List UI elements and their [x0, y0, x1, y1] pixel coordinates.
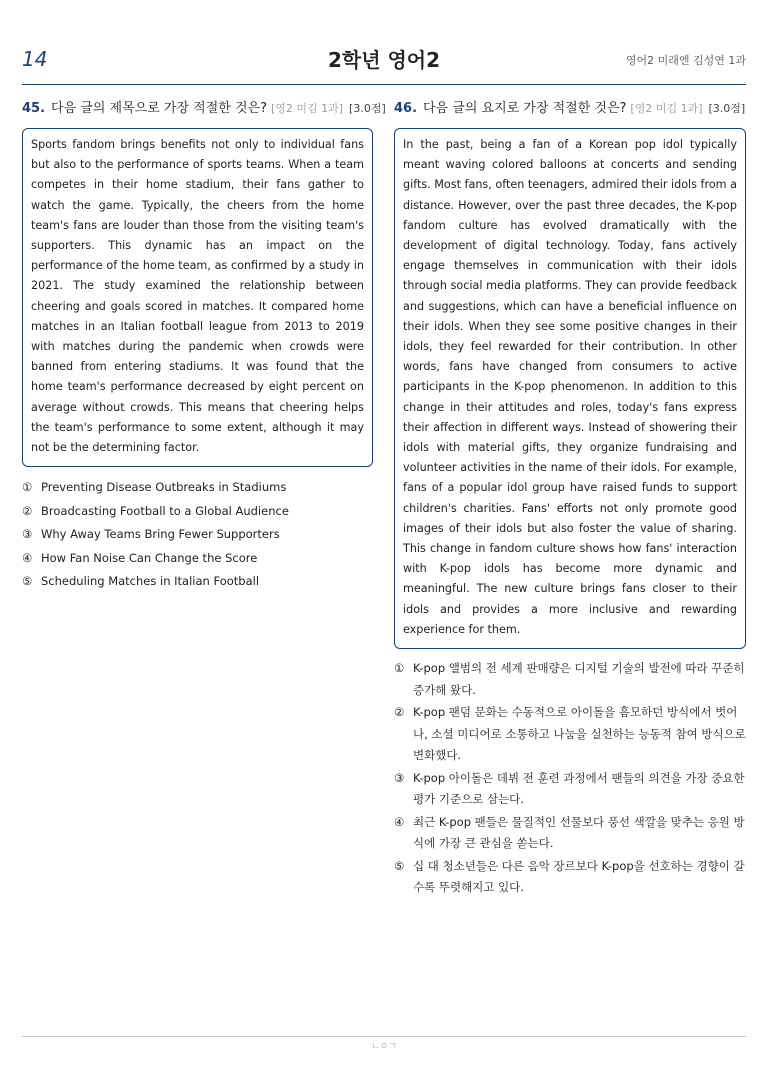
answer-option-5[interactable]: [394, 856, 746, 899]
option-text: Preventing Disease Outbreaks in Stadiums: [41, 480, 287, 495]
option-text: K-pop 팬덤 문화는 수동적으로 아이돌을 흠모하던 방식에서 벗어나, 소셜 미디어로 소통하고 나눔을 실천하는 능동적 참여 방식으로 변화했다.: [413, 705, 746, 763]
question-46-header: [394, 100, 746, 118]
answer-options: [394, 658, 746, 899]
answer-options: [22, 477, 373, 591]
question-46: [394, 100, 746, 900]
question-number: 45.: [22, 101, 46, 116]
option-number: ①: [22, 480, 33, 495]
option-text: K-pop 아이돌은 데뷔 전 훈련 과정에서 팬들의 의견을 가장 중요한 평가 기준으로 삼는다.: [413, 770, 745, 807]
question-prompt: 다음 글의 요지로 가장 적절한 것은?: [423, 101, 627, 116]
option-text: 최근 K-pop 팬들은 물질적인 선물보다 풍선 색깔을 맞추는 응원 방식에 가장 큰 관심을 쏟는다.: [413, 814, 745, 851]
header-divider: [22, 84, 746, 85]
option-number: ⑤: [22, 574, 33, 589]
option-number: ②: [394, 705, 405, 720]
option-number: ①: [394, 661, 405, 676]
question-source: [영2 미김 1과]: [270, 102, 344, 115]
option-text: Scheduling Matches in Italian Football: [41, 574, 260, 589]
option-number: ④: [394, 814, 405, 829]
answer-option-1[interactable]: [394, 658, 746, 701]
option-text: Broadcasting Football to a Global Audience: [41, 503, 289, 518]
option-number: ②: [22, 503, 33, 518]
option-number: ④: [22, 550, 33, 565]
option-number: ⑤: [394, 858, 405, 873]
question-points: [3.0점]: [349, 102, 386, 115]
answer-option-5[interactable]: [22, 571, 373, 591]
page-title: 2학년 영어2: [327, 48, 441, 72]
question-points: [3.0점]: [708, 102, 746, 115]
header-subtitle: 영어2 미래엔 김성연 1과: [625, 54, 746, 67]
answer-option-2[interactable]: [22, 501, 373, 521]
question-source: [영2 미김 1과]: [630, 102, 703, 115]
option-text: How Fan Noise Can Change the Score: [41, 550, 258, 565]
question-45-header: [22, 100, 386, 118]
answer-option-1[interactable]: [22, 477, 373, 497]
question-prompt: 다음 글의 제목으로 가장 적절한 것은?: [51, 101, 267, 116]
answer-option-4[interactable]: [394, 812, 746, 855]
option-number: ③: [22, 527, 33, 542]
answer-option-3[interactable]: [22, 524, 373, 544]
answer-option-2[interactable]: [394, 702, 746, 767]
reading-passage: In the past, being a fan of a Korean pop idol typically meant waving colored balloons at concerts and sending gifts. Most fans, often teenagers, admired their idols from a distance. However, over the past three decades, the K-pop fandom culture has evolved dramatically with the development of digital technology. Today, fans actively engage themselves in communication with their idols through social media platforms. They can provide feedback and suggestions, which can have a beneficial influence on their idols. When they see some positive changes in their idols, they feel rewarded for their contribution. In other words, fans have changed from consumers to active participants in the K-pop phenomenon. In addition to this change in their attitudes and roles, today's fans express their affection in different ways. Instead of showering their idols with material gifts, they organize fundraising and volunteer activities in the name of their idols. For example, fans of a popular idol group have raised funds to support children's charities. Fans' efforts not only promote good images of their idols but also foster the value of sharing. This change in fandom culture shows how fans' interaction with K-pop idols has become more dynamic and meaningful. The new culture brings fans closer to their idols and provides a more inclusive and rewarding experience for them.: [394, 128, 746, 649]
footer-divider: [22, 1036, 746, 1037]
option-number: ③: [394, 770, 405, 785]
answer-option-4[interactable]: [22, 548, 373, 568]
option-text: K-pop 앨범의 전 세계 판매량은 디지털 기술의 발전에 따라 꾸준히 증가해 왔다.: [413, 661, 745, 697]
option-text: 십 대 청소년들은 다른 음악 장르보다 K-pop을 선호하는 경향이 갈수록 뚜렷해지고 있다.: [413, 858, 745, 895]
option-text: Why Away Teams Bring Fewer Supporters: [41, 527, 280, 542]
page-number: 14: [22, 47, 48, 71]
question-number: 46.: [394, 101, 418, 116]
question-45: [22, 100, 386, 595]
reading-passage: Sports fandom brings benefits not only to individual fans but also to the performance of sports teams. When a team competes in their home stadium, their fans gather to watch the game. Typically, the cheers from the home team's fans are louder than those from the visiting team's supporters. This dynamic has an impact on the performance of the home team, as confirmed by a study in 2021. The study examined the relationship between cheering and goals scored in matches. It compared home matches in an Italian football league from 2013 to 2019 with matches during the pandemic when crowds were banned from entering stadiums. It was found that the home team's performance decreased by eight percent on average without crowds. This means that cheering helps the team's performance to some extent, although it may not be the determining factor.: [22, 128, 373, 467]
answer-option-3[interactable]: [394, 768, 746, 811]
footer-mark: ㄴㅇㄱ: [370, 1042, 398, 1052]
